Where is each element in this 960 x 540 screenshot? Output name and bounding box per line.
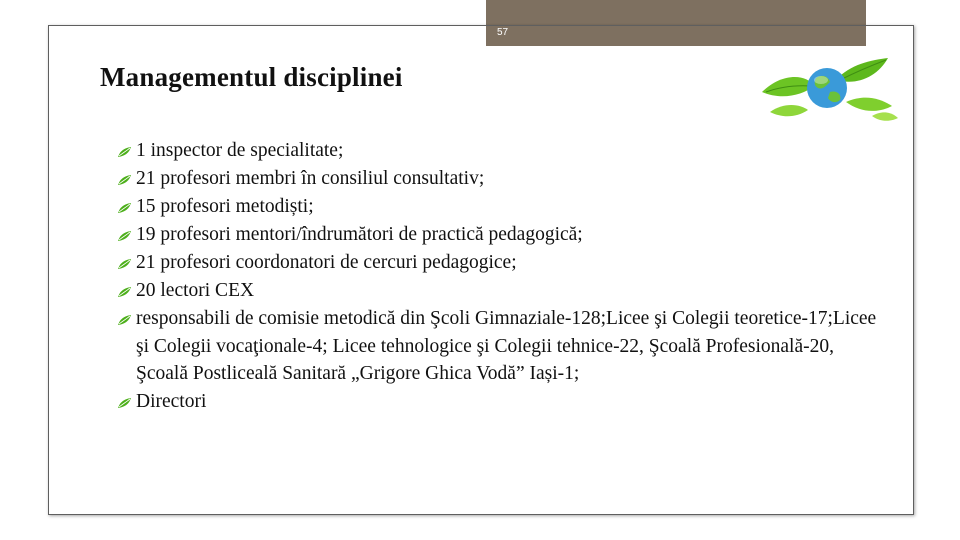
bullet-text: 15 profesori metodiști; bbox=[136, 196, 314, 217]
bullet-item bbox=[118, 165, 878, 193]
leaf-swirl-icon bbox=[117, 257, 133, 271]
bullet-item bbox=[118, 305, 878, 388]
bullet-text: Directori bbox=[136, 390, 207, 412]
bullet-text: 21 profesori membri în consiliul consultativ; bbox=[136, 168, 485, 189]
slide-number: 57 bbox=[497, 27, 509, 38]
leaf-swirl-icon bbox=[117, 396, 133, 410]
bullet-text: 1 inspector de specialitate; bbox=[136, 140, 344, 161]
bullet-item bbox=[118, 137, 878, 165]
bullet-text: responsabili de comisie metodică din Şcoli Gimnaziale-128;Licee şi Colegii teoretice-17;Licee şi Colegii vocaţionale-4; Licee tehnologice şi Colegii tehnice-22, Şcoală Profesională-20, Şcoală Postliceală Sanitară „Grigore Ghica Vodă” Iași-1; bbox=[136, 308, 877, 384]
bullet-item bbox=[118, 221, 878, 249]
bullet-text: 20 lectori CEX bbox=[136, 280, 255, 301]
bullet-item bbox=[118, 249, 878, 277]
bullet-text: 21 profesori coordonatori de cercuri pedagogice; bbox=[136, 252, 517, 273]
bullet-item bbox=[118, 193, 878, 221]
leaf-swirl-icon bbox=[117, 201, 133, 215]
leaf-swirl-icon bbox=[117, 145, 133, 159]
leaf-swirl-icon bbox=[117, 313, 133, 327]
bullet-text: 19 profesori mentori/îndrumători de practică pedagogică; bbox=[136, 224, 583, 245]
globe-with-leaves-icon bbox=[752, 52, 902, 124]
bullet-item bbox=[118, 388, 878, 416]
bullet-list bbox=[118, 137, 878, 416]
bullet-item bbox=[118, 277, 878, 305]
slide-title: Managementul disciplinei bbox=[100, 62, 403, 92]
leaf-swirl-icon bbox=[117, 173, 133, 187]
leaf-swirl-icon bbox=[117, 285, 133, 299]
leaf-swirl-icon bbox=[117, 229, 133, 243]
